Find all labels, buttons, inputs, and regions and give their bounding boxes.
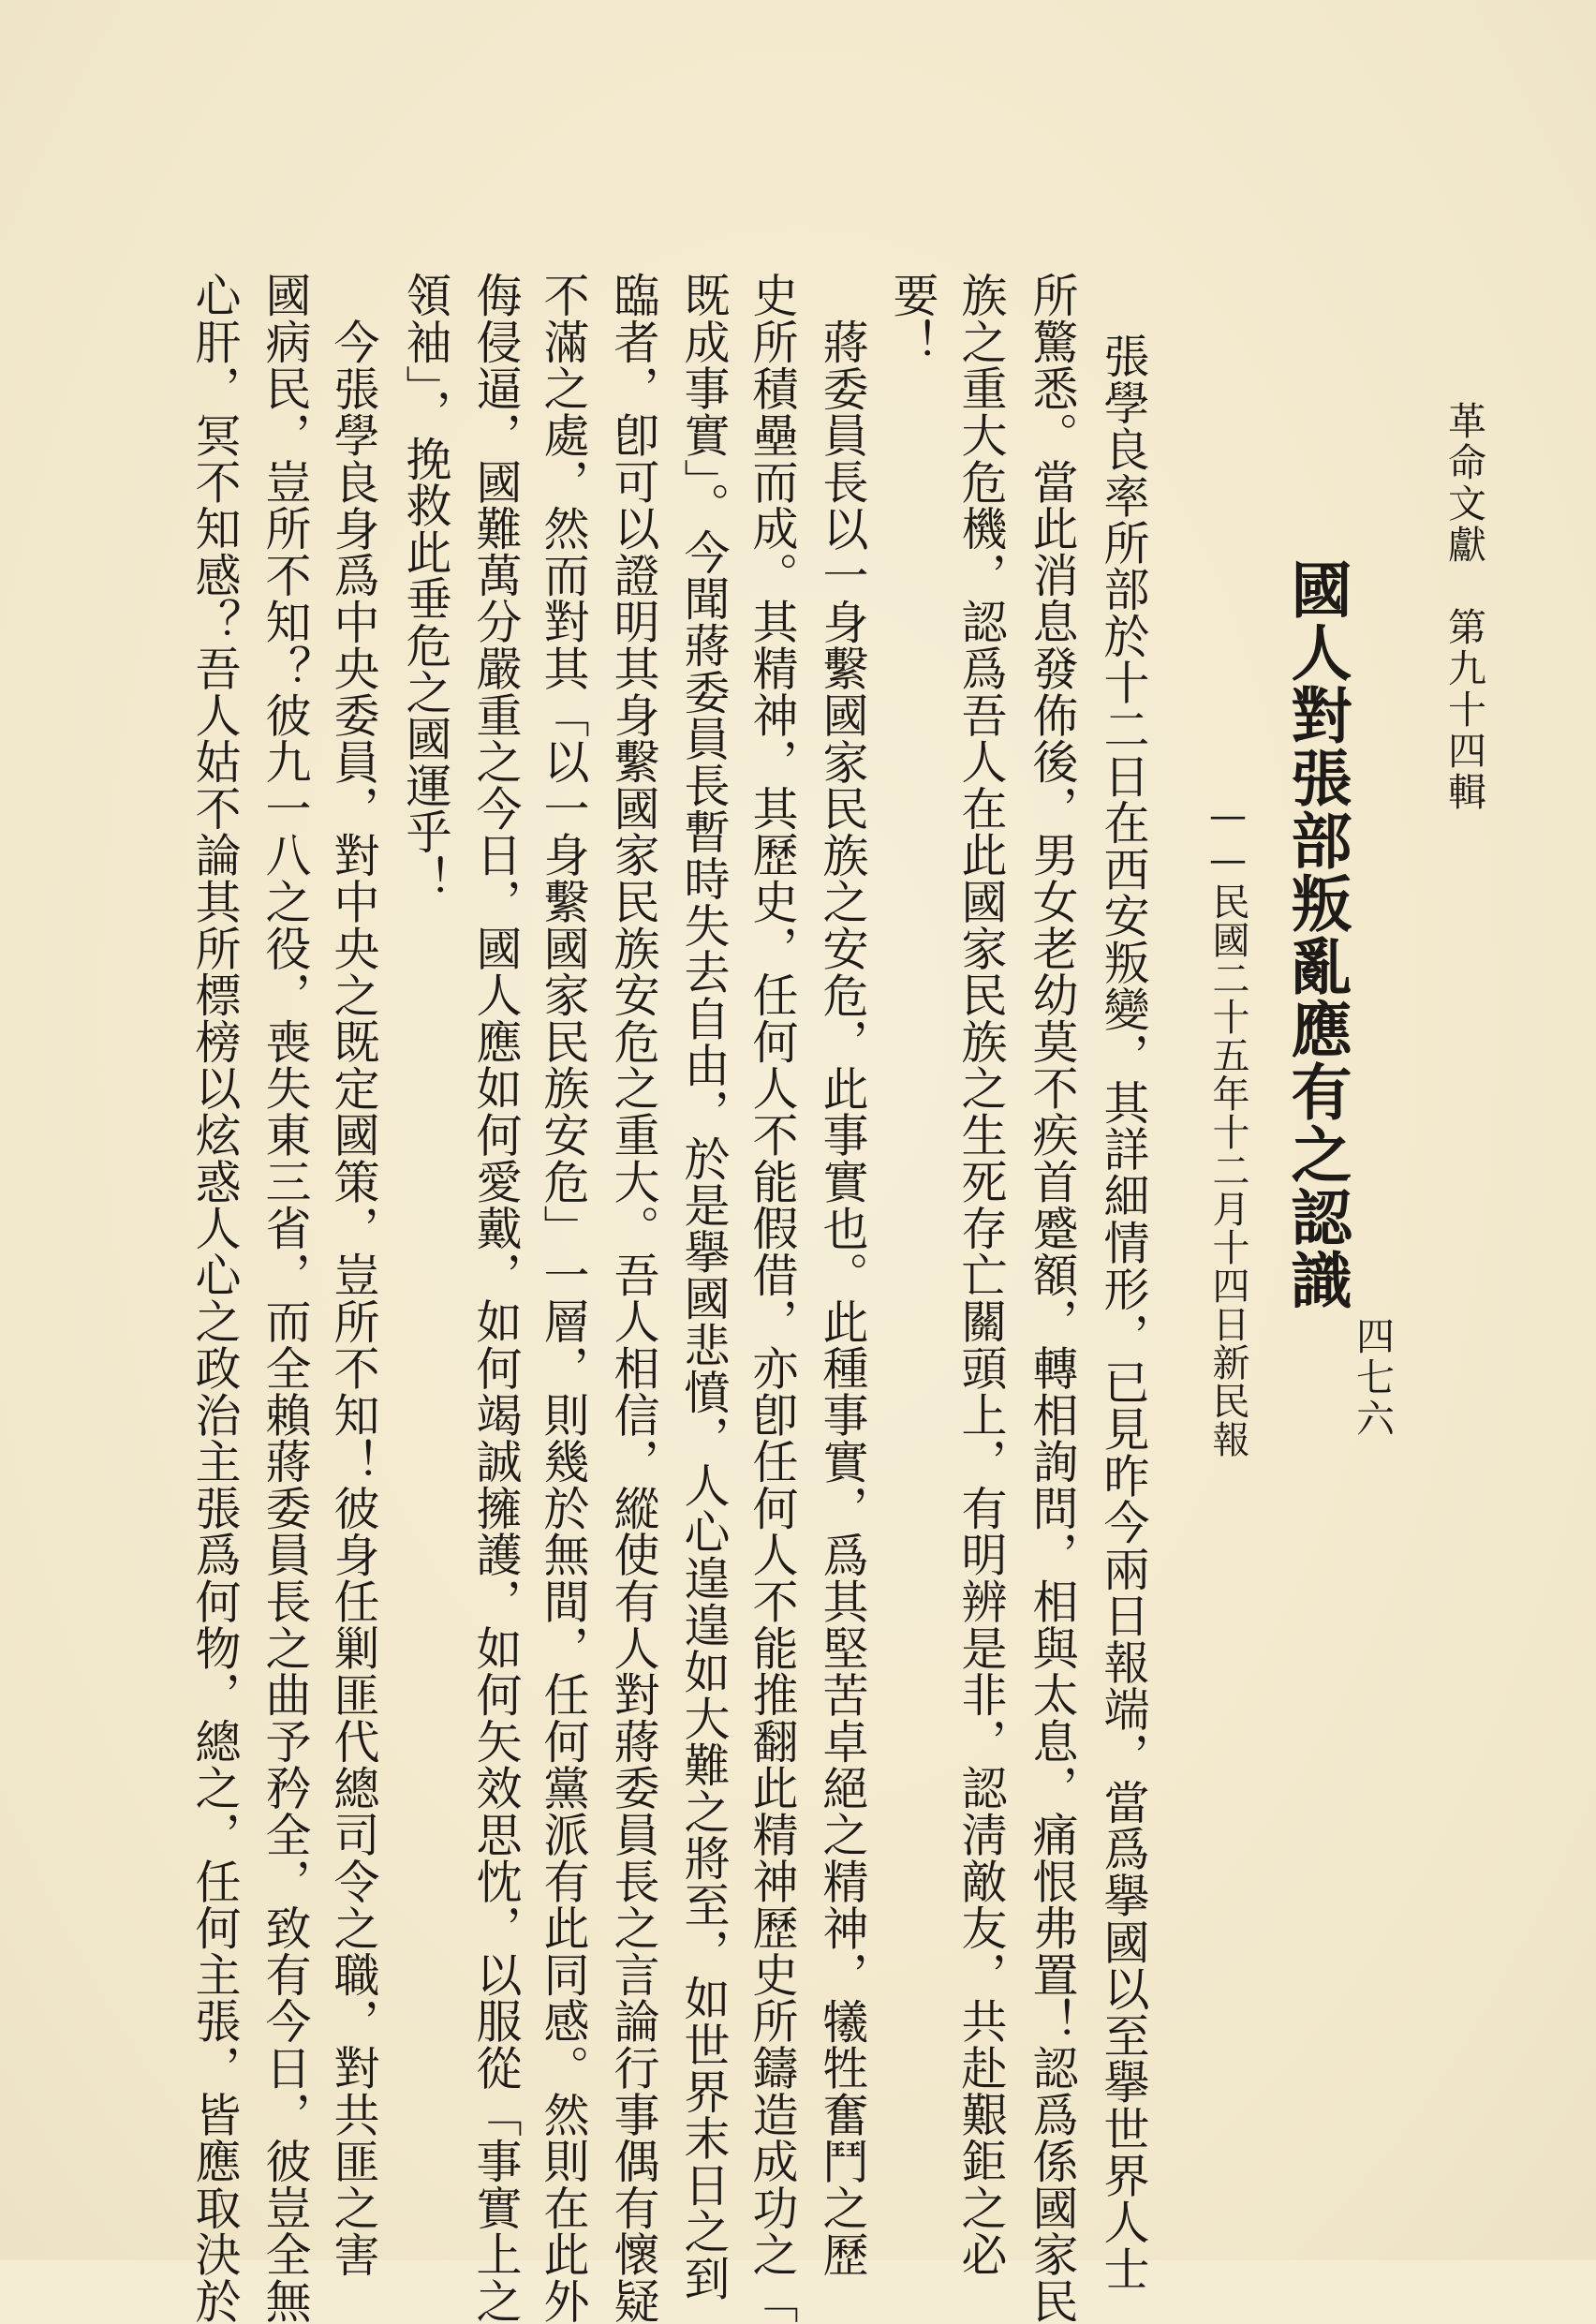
body-column-1: 張學良率所部於十二日在西安叛變，其詳細情形，已見昨今兩日報端，當爲擧國以至擧世界人士: [1097, 333, 1150, 2292]
article-title: 國人對張部叛亂應有之認識: [1280, 558, 1352, 1311]
body-column-9: 不滿之處，然而對其「以一身繫國家民族安危」一層，則幾於無間，任何黨派有此同感。然則在此外: [537, 272, 590, 2324]
article-source: ——民國二十五年十二月十四日新民報: [1206, 794, 1249, 1458]
body-column-12: 今張學良身爲中央委員，對中央之既定國策，豈所不知！彼身任剿匪代總司令之職，對共匪之害: [327, 318, 380, 2278]
body-column-2: 所驚悉。當此消息發佈後，男女老幼莫不疾首蹙額，轉相詢問，相與太息，痛恨弗置！認爲係國家民: [1026, 272, 1079, 2324]
body-column-10: 侮侵逼，國難萬分嚴重之今日，國人應如何愛戴，如何竭誠擁護，如何矢效思忱，以服從「事實上之: [469, 272, 523, 2324]
body-column-13: 國病民，豈所不知？彼九一八之役，喪失東三省，而全賴蔣委員長之曲予矜全，致有今日，彼豈全無: [259, 272, 312, 2324]
body-column-5: 蔣委員長以一身繫國家民族之安危，此事實也。此種事實，爲其堅苦卓絕之精神，犧牲奮鬥之歷: [816, 318, 869, 2278]
body-column-7: 既成事實」。今聞蔣委員長暫時失去自由，於是擧國悲憤，人心遑遑如大難之將至，如世界末日之到: [677, 272, 731, 2302]
page-number: 四七六: [1350, 1316, 1395, 1440]
body-column-8: 臨者，卽可以證明其身繫國家民族安危之重大。吾人相信，縱使有人對蔣委員長之言論行事偶有懷疑: [607, 272, 660, 2324]
book-title: 革命文獻 第九十四輯: [1441, 401, 1486, 813]
body-column-6: 史所積壘而成。其精神，其歷史，任何人不能假借，亦卽任何人不能推翻此精神歷史所鑄造成功之「: [746, 272, 799, 2324]
body-column-14: 心肝，冥不知感？吾人姑不論其所標榜以炫惑人心之政治主張爲何物，總之，任何主張，皆應取決於: [188, 272, 242, 2324]
body-column-11: 領袖」，挽救此垂危之國運乎！: [399, 272, 452, 902]
body-column-4: 要！: [886, 272, 939, 365]
body-column-3: 族之重大危機，認爲吾人在此國家民族之生死存亡關頭上，有明辨是非，認淸敵友，共赴艱鉅之必: [954, 272, 1008, 2278]
